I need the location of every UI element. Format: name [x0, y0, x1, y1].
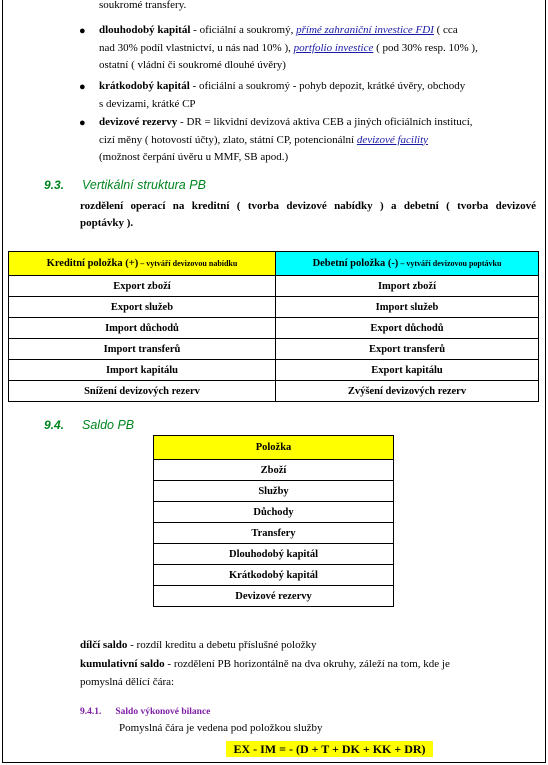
fdi-link[interactable]: přímé zahraniční investice FDI — [296, 24, 434, 36]
bullet-term: dlouhodobý kapitál — [99, 24, 191, 36]
table-cell: Export důchodů — [276, 318, 539, 339]
items-header: Položka — [154, 436, 394, 460]
table-header-row — [9, 252, 539, 276]
bullet-term: devizové rezervy — [99, 116, 178, 128]
table-cell: Import služeb — [276, 297, 539, 318]
table-row — [9, 339, 539, 360]
bullet-long-term-capital — [99, 22, 539, 75]
term: dílčí saldo — [80, 639, 128, 651]
credit-header — [9, 252, 276, 276]
table-cell: Import důchodů — [9, 318, 276, 339]
table-row — [9, 297, 539, 318]
table-row — [9, 381, 539, 402]
bullet-icon: ● — [79, 81, 86, 93]
section-number: 9.4. — [44, 418, 65, 432]
definition: pomyslná dělící čára: — [80, 675, 175, 688]
table-cell: Devizové rezervy — [154, 586, 394, 607]
table-cell: Krátkodobý kapitál — [154, 565, 394, 586]
table-cell: Transfery — [154, 523, 394, 544]
table-cell: Import kapitálu — [9, 360, 276, 381]
table-cell: Import zboží — [276, 276, 539, 297]
subsection-heading-9-4-1 — [80, 701, 210, 719]
top-text: soukromé transfery. — [99, 0, 187, 11]
table-row — [154, 544, 394, 565]
balance-items-table — [153, 435, 394, 607]
section-title: Vertikální struktura PB — [82, 178, 206, 192]
credit-debit-table — [8, 251, 539, 402]
bullet-text: (možnost čerpání úvěru u MMF, SB apod.) — [99, 151, 289, 163]
term: kumulativní saldo — [80, 658, 165, 670]
table-cell: Export služeb — [9, 297, 276, 318]
fx-facility-link[interactable]: devizové facility — [356, 133, 429, 146]
line-note: Pomyslná čára je vedena pod položkou služby — [119, 722, 323, 734]
table-row — [154, 502, 394, 523]
table-row — [154, 460, 394, 481]
table-cell: Export zboží — [9, 276, 276, 297]
debit-header — [276, 252, 539, 276]
table-cell: Export transferů — [276, 339, 539, 360]
partial-saldo — [80, 637, 316, 655]
balance-formula: EX - IM = - (D + T + DK + KK + DR) — [226, 741, 433, 757]
table-row — [9, 360, 539, 381]
bullet-text: cizí měny ( hotovostí účty), zlato, státní CP, potencionální — [99, 133, 357, 146]
table-row — [154, 565, 394, 586]
header-text: Kreditní položka (+) — [46, 258, 139, 269]
table-cell: Služby — [154, 481, 394, 502]
bullet-term: krátkodobý kapitál — [99, 80, 190, 92]
table-cell: Snížení devizových rezerv — [9, 381, 276, 402]
intro-line: rozdělení operací na kreditní ( tvorba devizové nabídky ) a debetní ( tvorba devizové — [80, 200, 536, 212]
portfolio-link[interactable]: portfolio investice — [293, 41, 374, 54]
table-row — [154, 523, 394, 544]
bullet-text: - oficiální a soukromý - pohyb depozit, krátké úvěry, obchody — [189, 80, 466, 92]
cumulative-saldo — [80, 656, 536, 691]
bullet-fx-reserves — [99, 114, 539, 167]
section-heading-9-4 — [44, 416, 134, 434]
table-cell: Export kapitálu — [276, 360, 539, 381]
section-heading-9-3 — [44, 176, 206, 194]
definition: - rozdělení PB horizontálně na dva okruhy, záleží na tom, kde je — [164, 658, 450, 670]
intro-line: poptávky ). — [80, 217, 134, 229]
bullet-text: - oficiální a soukromý, — [190, 24, 297, 36]
bullet-text: nad 30% podíl vlastnictví, u nás nad 10% ), — [99, 41, 294, 54]
table-cell: Zboží — [154, 460, 394, 481]
table-row — [154, 481, 394, 502]
section-intro — [80, 198, 536, 232]
table-row — [154, 586, 394, 607]
table-header-row — [154, 436, 394, 460]
table-cell: Import transferů — [9, 339, 276, 360]
header-subtext: – vytváří devizovou poptávku — [398, 259, 502, 268]
bullet-text: ( cca — [433, 24, 458, 36]
header-subtext: – vytváří devizovou nabídku — [138, 259, 238, 268]
section-number: 9.3. — [44, 178, 65, 192]
bullet-short-term-capital — [99, 78, 539, 113]
section-title: Saldo PB — [82, 418, 135, 432]
subsection-title: Saldo výkonové bilance — [115, 707, 211, 717]
bullet-text: s devizami, krátké CP — [99, 97, 196, 110]
table-row — [9, 276, 539, 297]
header-text: Debetní položka (-) — [312, 258, 399, 269]
table-cell: Zvýšení devizových rezerv — [276, 381, 539, 402]
bullet-text: - DR = likvidní devizová aktiva CEB a jiných oficiálních institucí, — [177, 116, 473, 128]
bullet-text: ( pod 30% resp. 10% ), — [373, 41, 478, 54]
bullet-icon: ● — [79, 117, 86, 129]
table-cell: Dlouhodobý kapitál — [154, 544, 394, 565]
subsection-number: 9.4.1. — [80, 707, 102, 717]
bullet-icon: ● — [79, 25, 86, 37]
table-cell: Důchody — [154, 502, 394, 523]
bullet-text: ostatní ( vládní či soukromé dlouhé úvěry) — [99, 59, 286, 71]
table-row — [9, 318, 539, 339]
definition: - rozdíl kreditu a debetu příslušné položky — [127, 639, 317, 651]
